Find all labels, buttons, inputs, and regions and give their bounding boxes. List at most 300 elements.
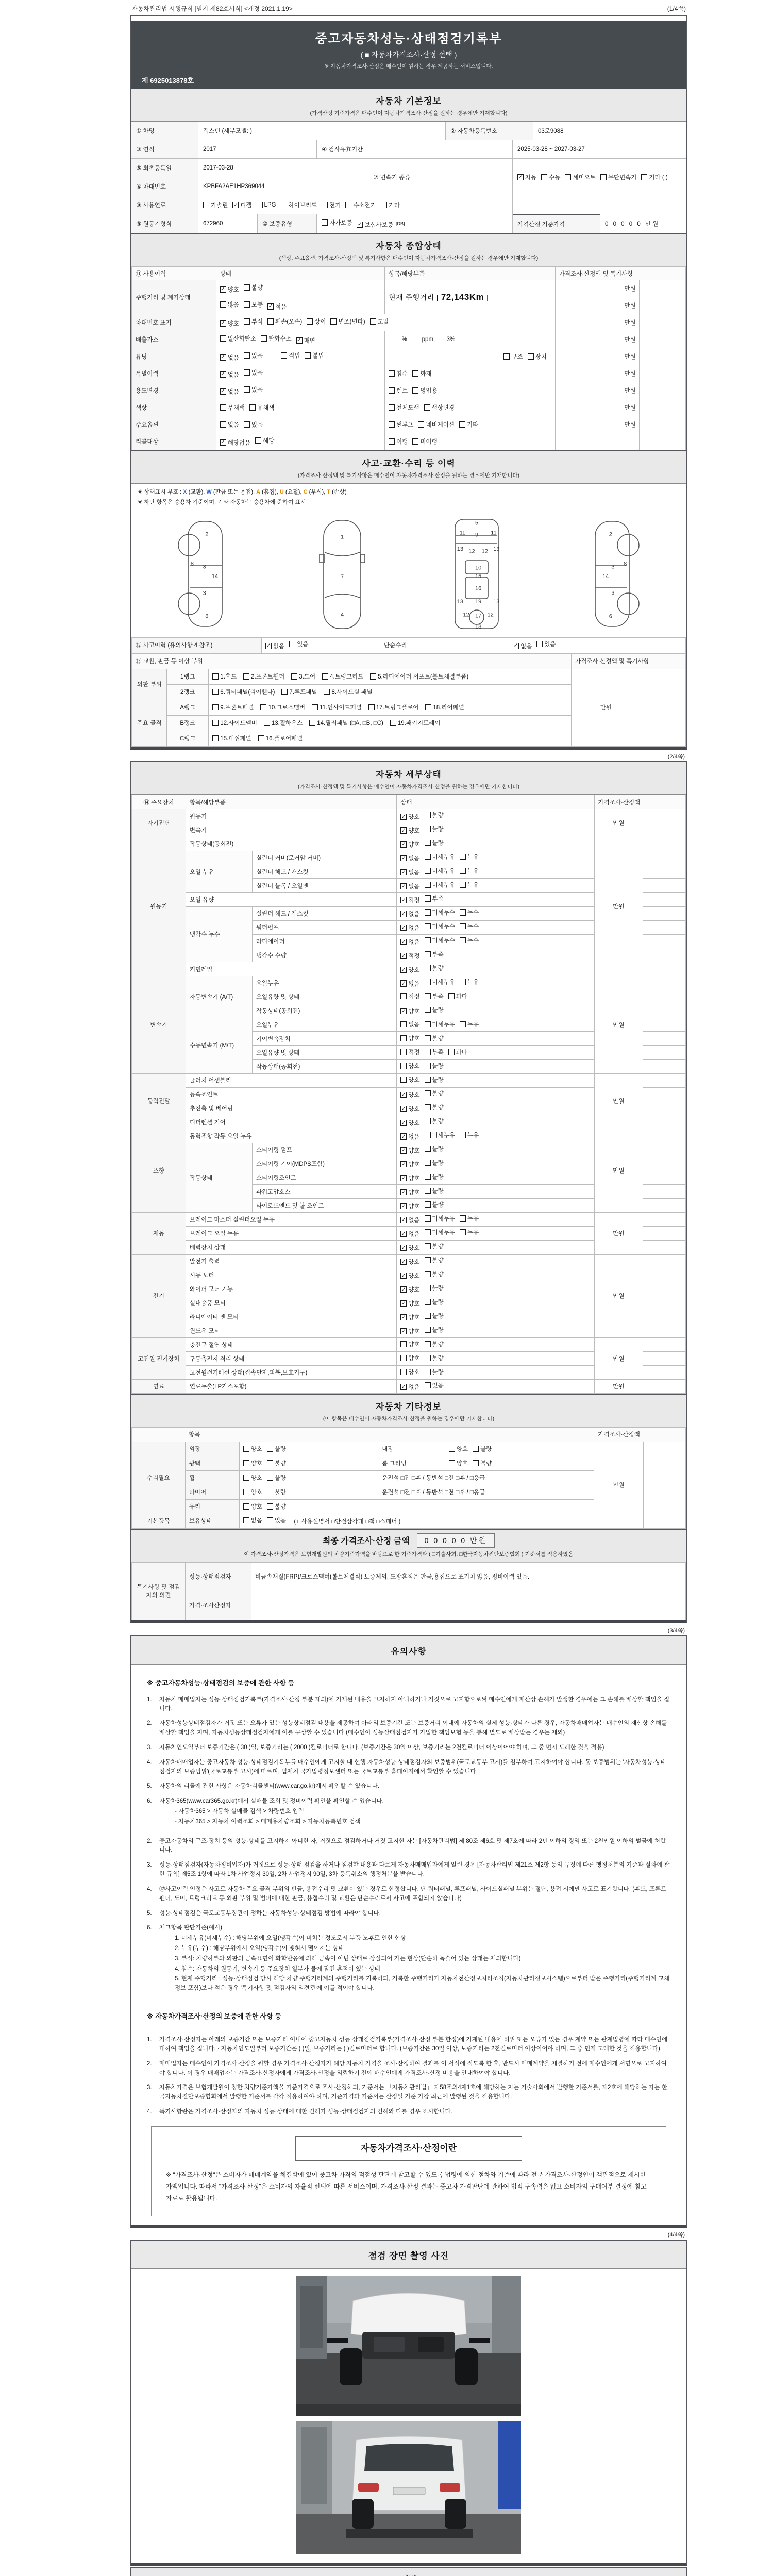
checkbox-option[interactable] — [400, 854, 419, 862]
checkbox-option[interactable] — [460, 853, 479, 861]
checkbox-option[interactable] — [425, 1354, 444, 1362]
diagram-part-number: 12 — [487, 612, 494, 618]
checkbox-option[interactable] — [212, 734, 251, 742]
checkbox-option[interactable] — [370, 672, 468, 681]
checkbox-option[interactable] — [513, 642, 532, 650]
checkbox-label: 있음 — [274, 1518, 287, 1524]
checkbox-option[interactable] — [267, 1516, 286, 1524]
checkbox-option[interactable] — [309, 719, 383, 727]
checkbox-option[interactable] — [425, 1340, 444, 1348]
checkbox-unchecked-icon — [212, 704, 219, 710]
checkbox-unchecked-icon — [425, 854, 431, 860]
checkbox-option[interactable] — [460, 908, 479, 917]
checkbox-label: 양호 — [408, 1315, 420, 1321]
checkbox-option[interactable] — [425, 1020, 455, 1028]
checkbox-option[interactable] — [400, 1062, 419, 1070]
checkbox-unchecked-icon — [425, 1382, 431, 1388]
checkbox-option[interactable] — [425, 1242, 444, 1250]
checkbox-option[interactable] — [400, 1340, 419, 1348]
checkbox-option[interactable] — [425, 1326, 444, 1334]
checkbox-option[interactable] — [296, 336, 315, 345]
checkbox-option[interactable] — [425, 922, 455, 930]
checkbox-option[interactable] — [220, 438, 250, 447]
checkbox-option[interactable] — [322, 218, 352, 227]
detail-item-label: 실린더 블록 / 오일팬 — [252, 878, 396, 892]
detail-state-cell — [397, 1212, 594, 1226]
car-name-label: ① 차명 — [131, 122, 198, 140]
detail-price-cell: 만원 — [594, 1254, 643, 1337]
checkbox-option[interactable] — [212, 703, 254, 711]
checkbox-option[interactable] — [425, 839, 444, 847]
notice-item — [146, 2036, 671, 2054]
checkbox-option[interactable] — [305, 351, 324, 360]
checkbox-option[interactable] — [322, 201, 341, 209]
other-item-state-2 — [445, 1442, 594, 1456]
checkbox-option[interactable] — [400, 812, 419, 821]
diagram-part-number: 8 — [190, 561, 194, 567]
checkbox-unchecked-icon — [425, 937, 431, 943]
checkbox-option[interactable] — [400, 896, 419, 904]
checkbox-option[interactable] — [400, 1076, 419, 1084]
detail-state-cell — [397, 865, 594, 878]
checkbox-option[interactable] — [400, 1299, 419, 1308]
other-band — [131, 1394, 686, 1427]
checkbox-unchecked-icon — [281, 202, 287, 208]
detail-notes-cell — [643, 948, 686, 962]
checkbox-option[interactable] — [312, 703, 362, 711]
checkbox-option[interactable] — [244, 385, 263, 394]
checkbox-label: 누유 — [467, 868, 479, 874]
checkbox-option[interactable] — [281, 201, 317, 209]
checkbox-option[interactable] — [460, 1228, 479, 1236]
checkbox-option[interactable] — [267, 1502, 286, 1511]
checkbox-option[interactable] — [400, 882, 419, 890]
checkbox-option[interactable] — [281, 351, 300, 360]
checkbox-option[interactable] — [425, 992, 444, 1001]
checkbox-option[interactable] — [244, 368, 263, 377]
detail-state-cell — [397, 1379, 594, 1393]
notice-item — [146, 2108, 671, 2117]
checkbox-label: 매연 — [304, 337, 315, 344]
detail-group-label: 조향 — [132, 1129, 186, 1212]
checkbox-label: 불량 — [432, 812, 444, 819]
notice-item-text: 자동차365(www.car365.go.kr)에서 실매물 조회 및 정비이력 확인을 확인할 수 있습니다. - 자동차365 > 자동차 실매물 검색 > 차량번호 입력 - 자동차365 > 자동차 이력조회 > 매매용차량조회 > 자동차등록번호 검색 — [159, 1797, 671, 1827]
diagram-part-number: 13 — [493, 598, 500, 605]
notice-item-text: 자동차의 리콜에 관한 사항은 자동차리콜센터(www.car.go.kr)에서 확인할 수 있습니다. — [159, 1783, 379, 1790]
detail-state-cell — [397, 1365, 594, 1379]
checkbox-option[interactable] — [389, 386, 408, 395]
checkbox-label: 미세누유 — [432, 1022, 455, 1028]
checkbox-label: 누유 — [467, 1229, 479, 1236]
checkbox-option[interactable] — [400, 979, 419, 988]
checkbox-option[interactable] — [400, 1146, 419, 1155]
checkbox-option[interactable] — [425, 950, 444, 958]
detail-state-cell — [397, 1018, 594, 1031]
checkbox-option[interactable] — [425, 1214, 455, 1223]
checkbox-option[interactable] — [565, 173, 595, 181]
checkbox-option[interactable] — [425, 1117, 444, 1125]
checkbox-option[interactable] — [243, 1516, 262, 1524]
checkbox-option[interactable] — [244, 351, 263, 360]
checkbox-option[interactable] — [400, 1230, 419, 1238]
state-cell — [216, 399, 384, 416]
checkbox-option[interactable] — [425, 1270, 444, 1278]
checkbox-option[interactable] — [425, 1256, 444, 1264]
checkbox-option[interactable] — [220, 334, 257, 343]
checkbox-option[interactable] — [212, 719, 257, 727]
notice-subitem: 3. 부식: 차량하부와 외판의 금속표면이 화학반응에 의해 금속이 아닌 상태로 상실되어 가는 현상(단순히 녹슬어 있는 상태는 제외합니다) — [175, 1955, 521, 1962]
transmission-label: ⑦ 변속기 종류 — [368, 159, 513, 196]
checkbox-option[interactable] — [357, 221, 393, 229]
diagram-part-number: 5 — [475, 519, 479, 526]
checkbox-option[interactable] — [425, 1284, 444, 1292]
checkbox-option[interactable] — [425, 908, 455, 917]
checkbox-option[interactable] — [425, 1312, 444, 1320]
checkbox-option[interactable] — [220, 285, 239, 294]
checkbox-option[interactable] — [389, 369, 408, 378]
checkbox-option[interactable] — [425, 1076, 444, 1084]
checkbox-option[interactable] — [473, 1445, 492, 1453]
checkbox-option[interactable] — [536, 640, 556, 648]
checkbox-option[interactable] — [260, 703, 305, 711]
checkbox-option[interactable] — [243, 1445, 262, 1453]
checkbox-option[interactable] — [289, 640, 308, 648]
checkbox-option[interactable] — [345, 201, 376, 209]
checkbox-option[interactable] — [425, 880, 455, 889]
checkbox-option[interactable] — [390, 719, 441, 727]
checkbox-option[interactable] — [425, 853, 455, 861]
checkbox-option[interactable] — [400, 1244, 419, 1252]
checkbox-option[interactable] — [425, 1298, 444, 1306]
checkbox-unchecked-icon — [255, 437, 261, 444]
checkbox-option[interactable] — [400, 1272, 419, 1280]
checkbox-label: 불량 — [432, 1342, 444, 1348]
checkbox-option[interactable] — [267, 1473, 286, 1482]
checkbox-option[interactable] — [425, 1034, 444, 1042]
checkbox-option[interactable] — [267, 1488, 286, 1496]
checkbox-option[interactable] — [381, 201, 400, 209]
checkbox-option[interactable] — [425, 964, 444, 972]
checkbox-option[interactable] — [244, 420, 263, 429]
checkbox-unchecked-icon — [212, 673, 219, 680]
checkbox-option[interactable] — [264, 719, 303, 727]
checkbox-option[interactable] — [460, 1214, 479, 1223]
checkbox-unchecked-icon — [425, 812, 431, 818]
checkbox-option[interactable] — [220, 387, 239, 396]
checkbox-option[interactable] — [307, 317, 326, 326]
checkbox-unchecked-icon — [212, 735, 219, 741]
diagram-part-number: 12 — [463, 612, 469, 618]
checkbox-option[interactable] — [425, 1103, 444, 1111]
checkbox-option[interactable] — [425, 1200, 444, 1209]
checkbox-option[interactable] — [425, 867, 455, 875]
checkbox-option[interactable] — [425, 936, 455, 944]
checkbox-option[interactable] — [389, 403, 419, 412]
page-marker-4: (4/4쪽) — [667, 2231, 685, 2238]
basic-info-table — [131, 122, 686, 233]
checkbox-option[interactable] — [400, 1285, 419, 1294]
checkbox-option[interactable] — [400, 1174, 419, 1182]
checkbox-option[interactable] — [220, 300, 239, 309]
checkbox-unchecked-icon — [370, 673, 376, 680]
detail-item-label: 파워고압호스 — [252, 1184, 396, 1198]
overall-col2: 상태 — [216, 267, 384, 280]
legend-code-A: A (흠집) — [256, 489, 277, 495]
checkbox-option[interactable] — [368, 703, 419, 711]
checkbox-option[interactable] — [425, 1145, 444, 1153]
other-item-state — [239, 1499, 378, 1514]
detail-item-label: 충전구 절연 상태 — [186, 1337, 396, 1351]
checkbox-option[interactable] — [220, 353, 239, 362]
checkbox-option[interactable] — [541, 173, 560, 181]
checkbox-option[interactable] — [400, 1160, 419, 1168]
checkbox-option[interactable] — [400, 924, 419, 932]
notice-subitem: 1. 미세누유(미세누수) : 해당부위에 오일(냉각수)이 비치는 정도로서 부품 노후로 인한 현상 — [175, 1935, 406, 1942]
checkbox-option[interactable] — [449, 1445, 468, 1453]
checkbox-option[interactable] — [425, 1381, 444, 1389]
page-marker-1: (1/4쪽) — [667, 5, 686, 12]
checkbox-option[interactable] — [528, 352, 547, 361]
basic-info-title: 자동차 기본정보 — [376, 96, 442, 106]
inspection-photo-rear-view — [296, 2421, 521, 2554]
checkbox-option[interactable] — [267, 302, 287, 311]
checkbox-option[interactable] — [400, 992, 419, 1001]
usage-label: 주행거리 및 계기상태 — [132, 280, 216, 314]
checkbox-option[interactable] — [473, 1459, 492, 1467]
checkbox-unchecked-icon — [425, 1313, 431, 1319]
checkbox-option[interactable] — [400, 1020, 419, 1028]
notice-item-number: 3. — [147, 1744, 152, 1751]
checkbox-option[interactable] — [255, 436, 274, 445]
checkbox-option[interactable] — [425, 1173, 444, 1181]
checkbox-option[interactable] — [400, 826, 419, 835]
checkbox-option[interactable] — [324, 688, 372, 696]
checkbox-option[interactable] — [243, 1459, 262, 1467]
checkbox-unchecked-icon — [425, 1285, 431, 1291]
checkbox-option[interactable] — [220, 420, 239, 429]
checkbox-label: 양호 — [408, 1120, 420, 1127]
checkbox-option[interactable] — [400, 840, 419, 849]
checkbox-option[interactable] — [517, 173, 536, 181]
checkbox-option[interactable] — [203, 201, 228, 209]
checkbox-option[interactable] — [400, 1368, 419, 1376]
legend-code-X: X (교환) — [183, 489, 204, 495]
checkbox-option[interactable] — [244, 317, 263, 326]
checkbox-option[interactable] — [412, 386, 437, 395]
detail-notes-cell — [643, 1198, 686, 1212]
checkbox-label: 양호 — [408, 1063, 420, 1070]
checkbox-unchecked-icon — [425, 1299, 431, 1305]
checkbox-option[interactable] — [400, 1091, 419, 1099]
checkbox-option[interactable] — [330, 317, 365, 326]
checkbox-option[interactable] — [425, 703, 464, 711]
checkbox-label: 있음 — [432, 1382, 444, 1389]
checkbox-option[interactable] — [322, 672, 363, 681]
checkbox-option[interactable] — [412, 437, 437, 446]
checkbox-option[interactable] — [232, 201, 251, 209]
checkbox-option[interactable] — [291, 672, 315, 681]
detail-notes-cell — [643, 1296, 686, 1310]
checkbox-option[interactable] — [370, 317, 389, 326]
checkbox-option[interactable] — [212, 688, 275, 696]
checkbox-label: 누유 — [467, 1132, 479, 1139]
checkbox-option[interactable] — [243, 1488, 262, 1496]
checkbox-option[interactable] — [220, 370, 239, 379]
checkbox-option[interactable] — [400, 1327, 419, 1335]
checkbox-option[interactable] — [400, 1216, 419, 1224]
checkbox-label: 없음 — [408, 911, 420, 918]
checkbox-option[interactable] — [460, 936, 479, 944]
notice-item-number: 5. — [147, 1910, 152, 1917]
checkbox-unchecked-icon — [267, 318, 274, 325]
checkbox-option[interactable] — [448, 1048, 467, 1056]
checkbox-label: 없음 — [408, 884, 420, 890]
checkbox-option[interactable] — [460, 1020, 479, 1028]
checkbox-option[interactable] — [425, 825, 444, 833]
checkbox-option[interactable] — [424, 403, 455, 412]
checkbox-option[interactable] — [400, 1034, 419, 1042]
detail-state-cell — [397, 1282, 594, 1296]
checkbox-unchecked-icon — [425, 951, 431, 957]
detail-item-label: 배력장치 상태 — [186, 1240, 396, 1254]
checkbox-option[interactable] — [243, 1502, 262, 1511]
checkbox-option[interactable] — [448, 992, 467, 1001]
checkbox-label: 불량 — [432, 1160, 444, 1166]
price-cell: 만원 — [555, 348, 640, 365]
checkbox-option[interactable] — [425, 894, 444, 903]
checkbox-option[interactable] — [249, 403, 274, 412]
checkbox-option[interactable] — [267, 1459, 286, 1467]
checkbox-unchecked-icon — [267, 1517, 273, 1523]
checkbox-option[interactable] — [243, 1473, 262, 1482]
checkbox-option[interactable] — [400, 868, 419, 876]
checkbox-option[interactable] — [400, 1202, 419, 1210]
checkbox-option[interactable] — [267, 317, 302, 326]
notice-item-number: 4. — [147, 1886, 152, 1892]
repair-rank-items — [209, 731, 572, 746]
checkbox-option[interactable] — [425, 1228, 455, 1236]
checkbox-option[interactable] — [400, 965, 419, 974]
checkbox-unchecked-icon — [425, 1215, 431, 1222]
checkbox-option[interactable] — [389, 420, 413, 429]
checkbox-option[interactable] — [425, 1089, 444, 1097]
checkbox-unchecked-icon — [541, 174, 547, 180]
detail-item-label: 스티어링조인트 — [252, 1171, 396, 1184]
detail-item-label: 등속죠인트 — [186, 1087, 396, 1101]
checkbox-option[interactable] — [220, 403, 245, 412]
checkbox-option[interactable] — [600, 173, 637, 181]
checkbox-option[interactable] — [425, 1187, 444, 1195]
checkbox-option[interactable] — [400, 1118, 419, 1127]
checkbox-option[interactable] — [425, 1048, 444, 1056]
checkbox-option[interactable] — [460, 922, 479, 930]
checkbox-option[interactable] — [244, 300, 263, 309]
checkbox-option[interactable] — [425, 1062, 444, 1070]
checkbox-option[interactable] — [400, 1132, 419, 1141]
checkbox-option[interactable] — [425, 1368, 444, 1376]
overall-col1: ⑪ 사용이력 — [132, 267, 216, 280]
checkbox-option[interactable] — [400, 1188, 419, 1196]
checkbox-unchecked-icon — [244, 386, 250, 393]
checkbox-option[interactable] — [460, 880, 479, 889]
checkbox-option[interactable] — [400, 1007, 419, 1015]
checkbox-option[interactable] — [400, 1354, 419, 1362]
checkbox-option[interactable] — [400, 938, 419, 946]
checkbox-option[interactable] — [425, 1131, 455, 1139]
checkbox-checked-icon: ✓ — [401, 980, 406, 987]
checkbox-option[interactable] — [400, 1383, 419, 1391]
checkbox-option[interactable] — [261, 334, 291, 343]
checkbox-option[interactable] — [460, 1131, 479, 1139]
checkbox-option[interactable] — [400, 1313, 419, 1321]
checkbox-unchecked-icon — [220, 404, 226, 411]
checkbox-option[interactable] — [212, 672, 237, 681]
detail-notes-cell — [643, 920, 686, 934]
checkbox-checked-icon: ✓ — [401, 910, 406, 917]
checkbox-label: 적음 — [275, 303, 287, 310]
checkbox-option[interactable] — [425, 811, 444, 819]
checkbox-label: 부식 — [251, 319, 263, 326]
notice-item-number: 4. — [147, 1759, 152, 1766]
checkbox-option[interactable] — [460, 867, 479, 875]
checkbox-unchecked-icon — [412, 438, 418, 445]
checkbox-unchecked-icon — [459, 421, 465, 428]
checkbox-option[interactable] — [244, 283, 263, 292]
checkbox-option[interactable] — [389, 437, 408, 446]
checkbox-label: 없음 — [408, 981, 420, 988]
checkbox-unchecked-icon — [203, 202, 209, 208]
checkbox-option[interactable] — [425, 978, 455, 986]
checkbox-label: 가솔린 — [211, 202, 228, 209]
detail-group-label: 전기 — [132, 1254, 186, 1337]
checkbox-option[interactable] — [418, 420, 455, 429]
checkbox-option[interactable] — [220, 319, 239, 328]
checkbox-option[interactable] — [265, 642, 284, 650]
checkbox-option[interactable] — [400, 1048, 419, 1056]
checkbox-unchecked-icon — [460, 854, 466, 860]
checkbox-option[interactable] — [425, 1006, 444, 1014]
checkbox-option[interactable] — [400, 952, 419, 960]
checkbox-option[interactable] — [449, 1459, 468, 1467]
checkbox-option[interactable] — [503, 352, 523, 361]
checkbox-option[interactable] — [412, 369, 431, 378]
legend-code-C: C (부식) — [303, 489, 324, 495]
detail-row — [132, 1379, 686, 1393]
accident-subtitle: (가격조사·산정액 및 특기사항은 매수인이 자동차가격조사·산정을 원하는 경우에만 기재합니다) — [298, 472, 519, 479]
checkbox-unchecked-icon — [412, 387, 418, 394]
checkbox-option[interactable] — [460, 978, 479, 986]
checkbox-option[interactable] — [258, 734, 303, 742]
checkbox-option[interactable] — [641, 173, 667, 181]
checkbox-unchecked-icon — [460, 1229, 466, 1235]
checkbox-option[interactable] — [281, 688, 317, 696]
checkbox-option[interactable] — [459, 420, 478, 429]
car-underbody-view — [455, 519, 500, 630]
checkbox-option[interactable] — [400, 1258, 419, 1266]
checkbox-label: 불량 — [432, 1188, 444, 1194]
checkbox-option[interactable] — [243, 672, 284, 681]
checkbox-checked-icon: ✓ — [401, 1328, 406, 1334]
checkbox-option[interactable] — [400, 910, 419, 918]
checkbox-checked-icon: ✓ — [401, 1175, 406, 1181]
checkbox-option[interactable] — [257, 202, 276, 208]
detail-item-label: 오일누유 — [252, 976, 396, 990]
checkbox-option[interactable] — [267, 1445, 286, 1453]
checkbox-unchecked-icon — [425, 1369, 431, 1375]
checkbox-option[interactable] — [425, 1159, 444, 1167]
other-item-extra — [378, 1499, 594, 1514]
checkbox-option[interactable] — [400, 1105, 419, 1113]
